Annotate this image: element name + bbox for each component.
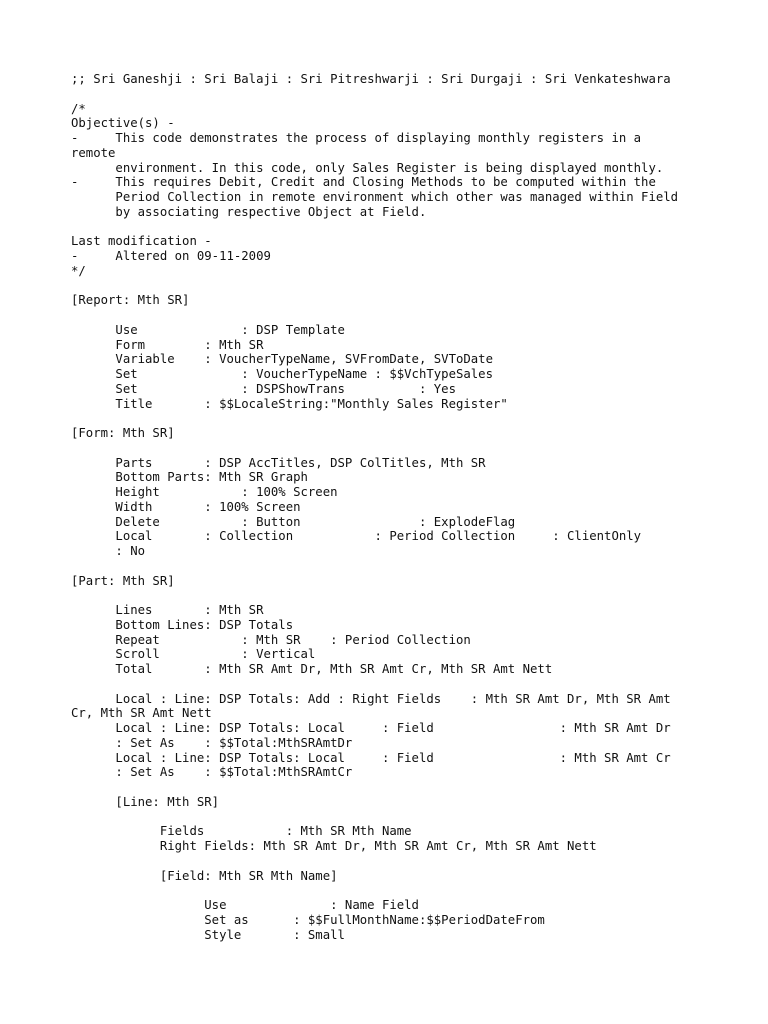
code-line <box>71 308 751 323</box>
code-line: by associating respective Object at Field. <box>71 204 427 219</box>
code-line: : Set As : $$Total:MthSRAmtDr <box>71 735 353 750</box>
code-line <box>71 220 751 235</box>
code-line: - This code demonstrates the process of displaying monthly registers in a <box>71 131 642 145</box>
code-line: Set : DSPShowTrans : Yes <box>71 381 456 396</box>
code-line: : No <box>71 544 146 558</box>
code-line: Style : Small <box>71 927 345 942</box>
code-line: Right Fields: Mth SR Amt Dr, Mth SR Amt Cr, Mth SR Amt Nett <box>71 839 597 853</box>
code-line: /* <box>71 101 86 116</box>
code-line: Local : Collection : Period Collection : ClientOnly <box>71 529 642 544</box>
code-line <box>71 883 751 898</box>
code-line: - This requires Debit, Credit and Closing Methods to be computed within the <box>71 175 656 190</box>
code-line: Local : Line: DSP Totals: Add : Right Fields : Mth SR Amt Dr, Mth SR Amt <box>71 691 671 706</box>
code-line: Use : Name Field <box>71 898 419 912</box>
code-line: Lines : Mth SR <box>71 603 264 617</box>
code-line <box>71 411 751 426</box>
code-line <box>71 810 751 825</box>
code-line: Local : Line: DSP Totals: Local : Field : Mth SR Amt Dr <box>71 721 671 735</box>
code-line: Title : $$LocaleString:"Monthly Sales Register" <box>71 396 508 411</box>
code-line: Total : Mth SR Amt Dr, Mth SR Amt Cr, Mth SR Amt Nett <box>71 662 553 676</box>
code-line: Repeat : Mth SR : Period Collection <box>71 632 471 647</box>
code-line: remote <box>71 145 116 160</box>
code-line: Parts : DSP AccTitles, DSP ColTitles, Mth SR <box>71 455 486 470</box>
code-line: Bottom Lines: DSP Totals <box>71 617 294 632</box>
code-line: Objective(s) - <box>71 116 175 131</box>
code-line: Local : Line: DSP Totals: Local : Field : Mth SR Amt Cr <box>71 750 671 765</box>
code-line <box>71 854 751 869</box>
code-line: [Field: Mth SR Mth Name] <box>71 868 338 883</box>
code-line: - Altered on 09-11-2009 <box>71 249 271 263</box>
code-line: : Set As : $$Total:MthSRAmtCr <box>71 765 353 780</box>
code-line: ;; Sri Ganeshji : Sri Balaji : Sri Pitreshwarji : Sri Durgaji : Sri Venkateshwara <box>71 72 671 86</box>
code-line: Last modification - <box>71 234 212 249</box>
code-line <box>71 588 751 603</box>
code-line <box>71 780 751 795</box>
code-line <box>71 279 751 294</box>
code-line: [Report: Mth SR] <box>71 293 190 308</box>
code-line: Set : VoucherTypeName : $$VchTypeSales <box>71 367 493 381</box>
code-line: [Part: Mth SR] <box>71 573 175 588</box>
code-line: environment. In this code, only Sales Register is being displayed monthly. <box>71 160 664 175</box>
code-line: [Form: Mth SR] <box>71 426 175 440</box>
code-line: Cr, Mth SR Amt Nett <box>71 706 212 721</box>
code-line: Form : Mth SR <box>71 337 264 352</box>
code-line <box>71 677 751 692</box>
code-line: */ <box>71 263 86 278</box>
code-line: Use : DSP Template <box>71 322 345 337</box>
code-line: Delete : Button : ExplodeFlag <box>71 514 516 529</box>
document-page <box>71 72 751 942</box>
code-line: Scroll : Vertical <box>71 647 316 662</box>
code-line <box>71 87 751 102</box>
code-line: [Line: Mth SR] <box>71 794 220 809</box>
code-line: Width : 100% Screen <box>71 499 301 514</box>
code-line: Set as : $$FullMonthName:$$PeriodDateFrom <box>71 912 545 927</box>
code-line <box>71 441 751 456</box>
code-line <box>71 559 751 574</box>
code-line: Height : 100% Screen <box>71 485 338 499</box>
code-line: Bottom Parts: Mth SR Graph <box>71 470 308 485</box>
code-line: Fields : Mth SR Mth Name <box>71 824 412 839</box>
code-line: Period Collection in remote environment which other was managed within Field <box>71 190 679 204</box>
code-line: Variable : VoucherTypeName, SVFromDate, SVToDate <box>71 352 493 367</box>
